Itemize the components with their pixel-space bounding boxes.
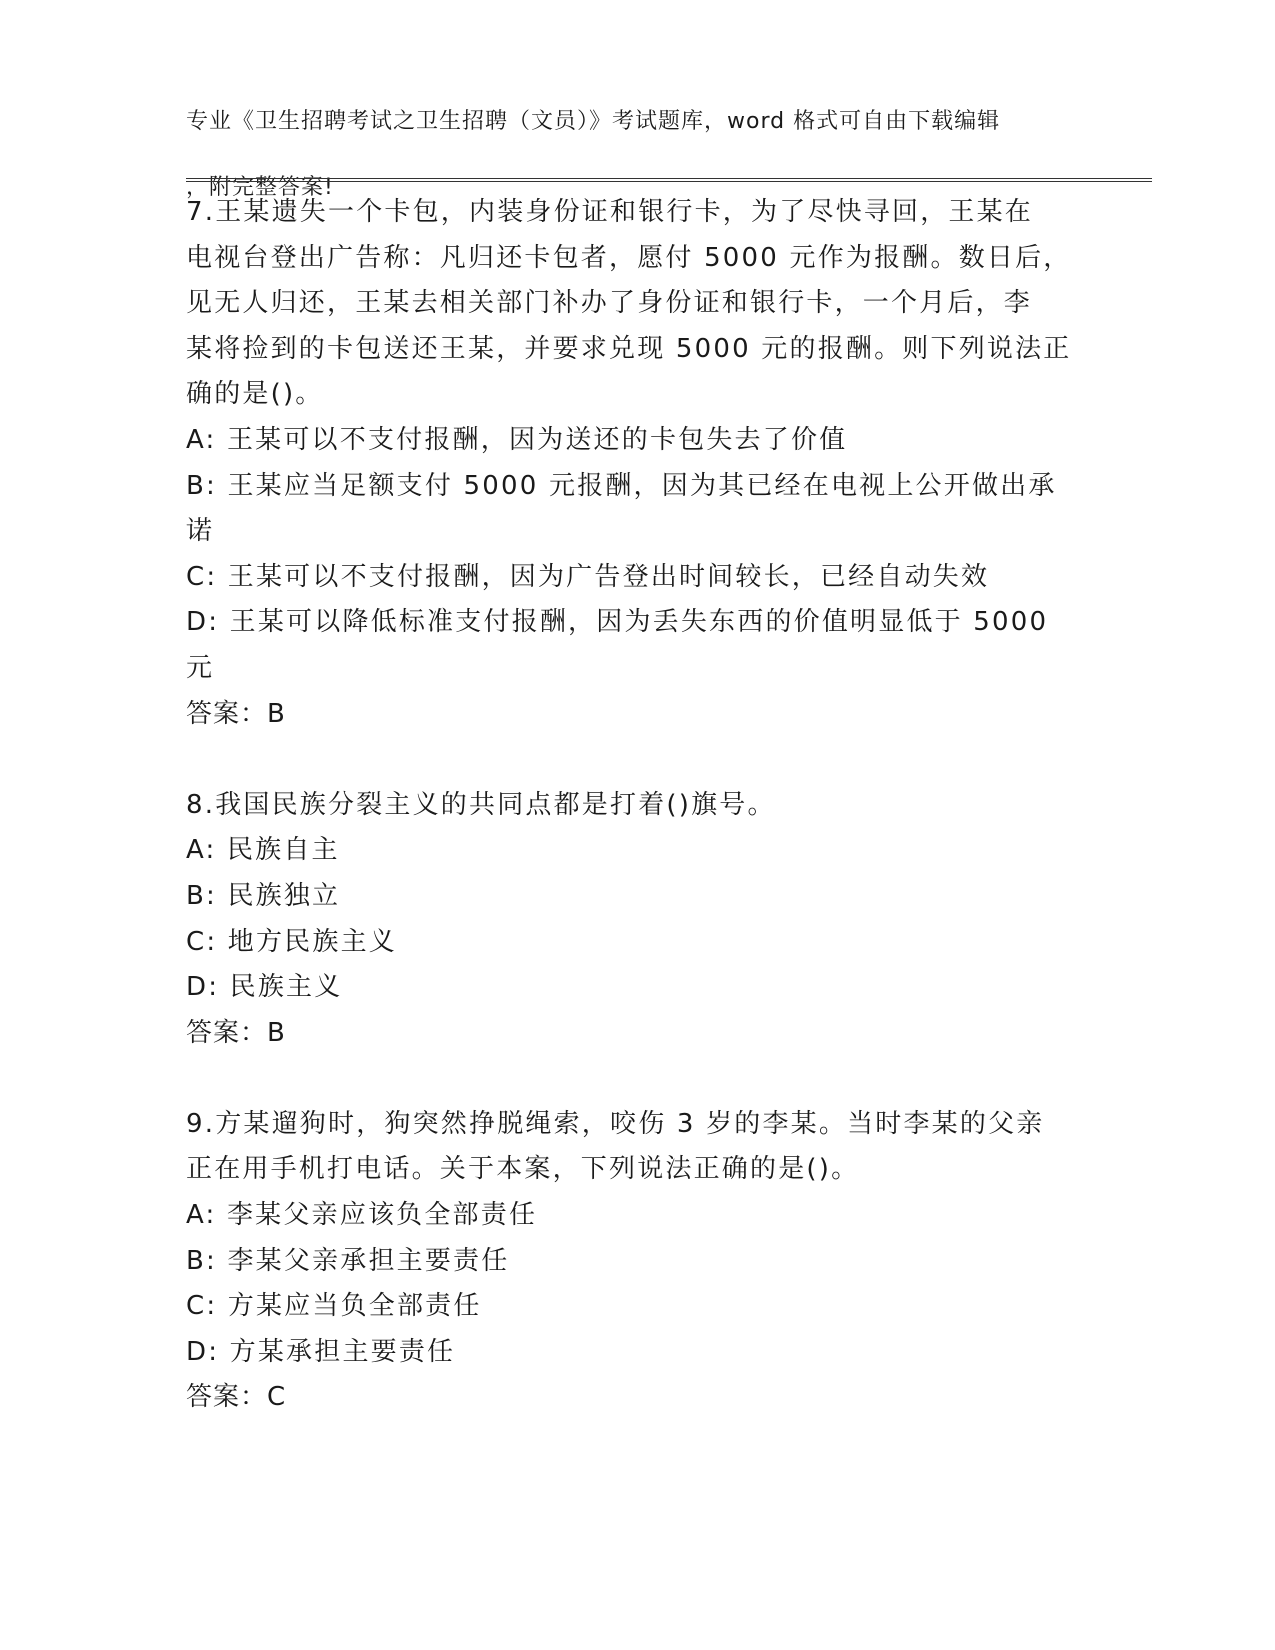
question-7-stem-line: 确的是()。 xyxy=(186,379,324,410)
question-7-stem-line: 某将捡到的卡包送还王某，并要求兑现 5000 元的报酬。则下列说法正 xyxy=(186,333,1072,364)
question-7-option-d: D: 王某可以降低标准支付报酬，因为丢失东西的价值明显低于 5000 xyxy=(186,607,1049,638)
question-9 xyxy=(186,1102,1076,1421)
header-line-1: 专业《卫生招聘考试之卫生招聘（文员）》考试题库，word 格式可自由下载编辑 xyxy=(186,109,1001,134)
question-7-option-c: C: 王某可以不支付报酬，因为广告登出时间较长，已经自动失效 xyxy=(186,561,990,592)
question-list xyxy=(186,190,1076,1421)
question-7-option-b-cont: 诺 xyxy=(186,516,215,547)
header-line-2: ，附完整答案! xyxy=(186,175,334,200)
question-8 xyxy=(186,783,1076,1057)
question-7-stem-line: 7.王某遗失一个卡包，内装身份证和银行卡，为了尽快寻回，王某在 xyxy=(186,197,1034,227)
question-8-stem-line: 8.我国民族分裂主义的共同点都是打着()旗号。 xyxy=(186,789,776,820)
question-8-option-b: B: 民族独立 xyxy=(186,880,341,911)
question-spacer xyxy=(186,737,1076,783)
question-7-stem-line: 见无人归还，王某去相关部门补办了身份证和银行卡，一个月后，李 xyxy=(186,288,1033,319)
question-8-option-d: D: 民族主义 xyxy=(186,972,343,1003)
question-9-option-d: D: 方某承担主要责任 xyxy=(186,1336,456,1367)
question-7-answer: 答案：B xyxy=(186,698,286,729)
header-divider xyxy=(186,178,1152,182)
question-9-stem-line: 9.方某遛狗时，狗突然挣脱绳索，咬伤 3 岁的李某。当时李某的父亲 xyxy=(186,1108,1045,1139)
question-9-option-b: B: 李某父亲承担主要责任 xyxy=(186,1245,510,1276)
question-7-option-d-cont: 元 xyxy=(186,652,215,683)
question-spacer xyxy=(186,1056,1076,1102)
question-8-option-c: C: 地方民族主义 xyxy=(186,926,397,957)
question-9-option-a: A: 李某父亲应该负全部责任 xyxy=(186,1200,538,1231)
question-8-answer: 答案：B xyxy=(186,1017,286,1048)
question-9-option-c: C: 方某应当负全部责任 xyxy=(186,1291,482,1322)
question-9-stem-line: 正在用手机打电话。关于本案，下列说法正确的是()。 xyxy=(186,1154,860,1185)
question-7-stem-line: 电视台登出广告称：凡归还卡包者，愿付 5000 元作为报酬。数日后， xyxy=(186,242,1072,273)
question-7 xyxy=(186,190,1076,737)
question-7-option-a: A: 王某可以不支付报酬，因为送还的卡包失去了价值 xyxy=(186,424,848,455)
question-9-answer: 答案：C xyxy=(186,1382,287,1413)
question-8-option-a: A: 民族自主 xyxy=(186,835,340,866)
question-7-option-b: B: 王某应当足额支付 5000 元报酬，因为其已经在电视上公开做出承 xyxy=(186,470,1057,501)
